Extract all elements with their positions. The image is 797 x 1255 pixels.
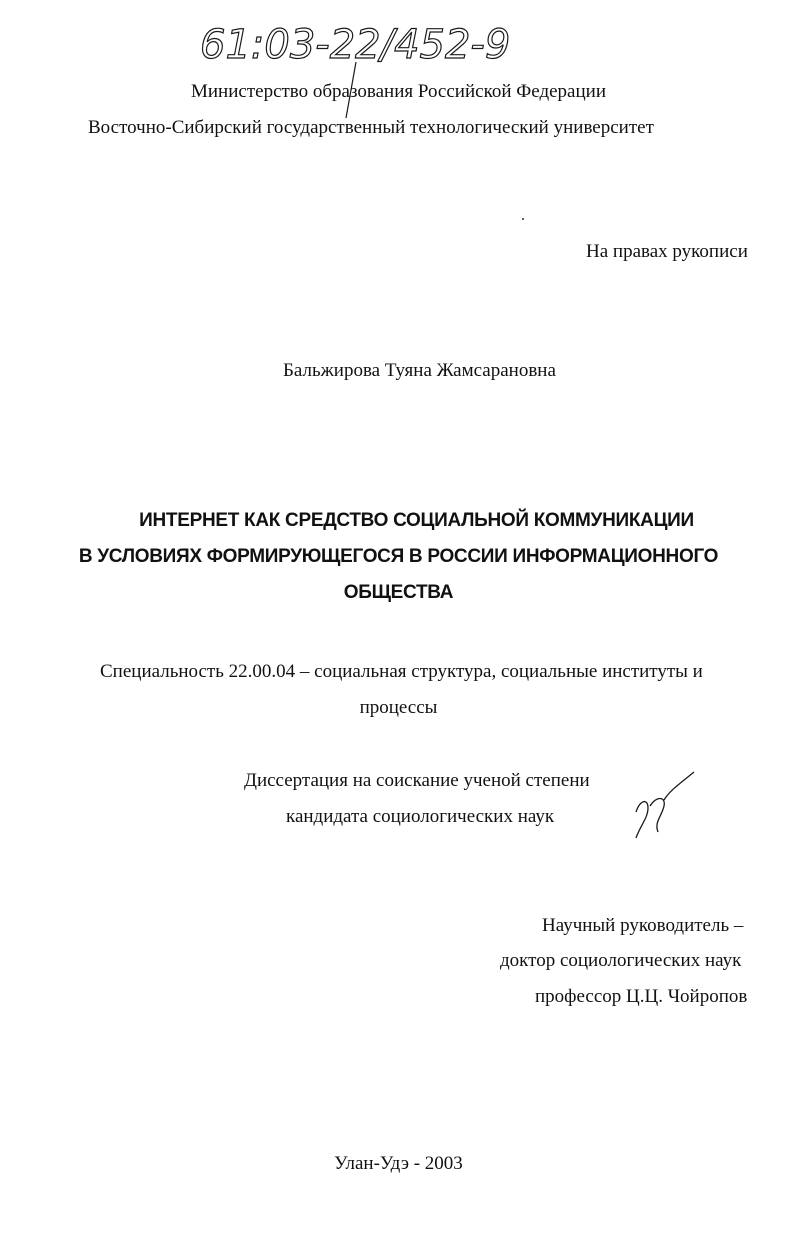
handwritten-archive-code: 61:03-22/452-9 — [200, 22, 511, 68]
scan-speck — [522, 218, 524, 220]
place-year: Улан-Удэ - 2003 — [334, 1153, 463, 1174]
dissertation-line-2: кандидата социологических наук — [286, 806, 555, 827]
author-name: Бальжирова Туяна Жамсарановна — [283, 360, 556, 381]
supervisor-name: профессор Ц.Ц. Чойропов — [535, 986, 748, 1007]
title-line-2: В УСЛОВИЯХ ФОРМИРУЮЩЕГОСЯ В РОССИИ ИНФОРМАЦИОННОГО — [78, 546, 719, 567]
title-line-1: ИНТЕРНЕТ КАК СРЕДСТВО СОЦИАЛЬНОЙ КОММУНИКАЦИИ — [139, 510, 694, 531]
supervisor-role: Научный руководитель – — [542, 915, 744, 936]
signature-mark — [636, 772, 694, 838]
title-line-3: ОБЩЕСТВА — [343, 582, 454, 603]
specialty-line-1: Специальность 22.00.04 – социальная структура, социальные институты и — [100, 661, 703, 682]
university-line: Восточно-Сибирский государственный технологический университет — [88, 117, 654, 138]
specialty-line-2: процессы — [359, 697, 438, 718]
ministry-line: Министерство образования Российской Федерации — [191, 81, 606, 102]
supervisor-degree: доктор социологических наук — [500, 950, 742, 971]
dissertation-line-1: Диссертация на соискание ученой степени — [244, 770, 590, 791]
manuscript-note: На правах рукописи — [586, 241, 748, 262]
